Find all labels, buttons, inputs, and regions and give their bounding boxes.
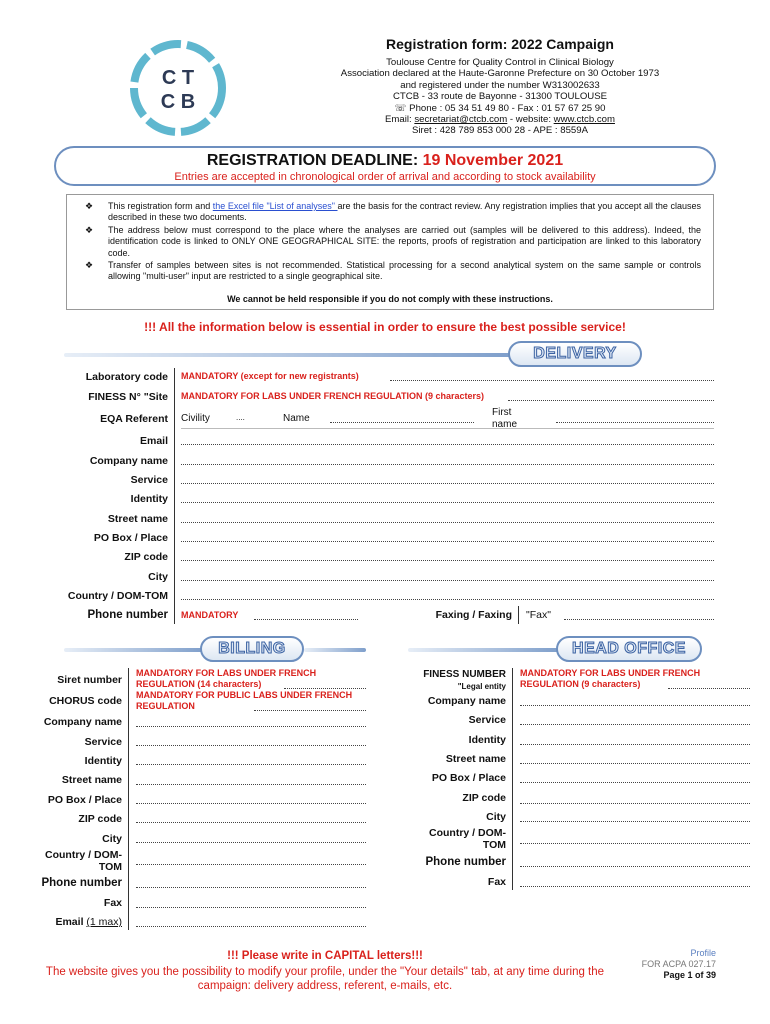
civility-label: Civility: [181, 413, 210, 424]
phone-label: Phone number: [87, 609, 168, 621]
website-profile-notice: The website gives you the possibility to modify your profile, under the "Your details" tab, at any time during the campaign: delivery address, referent, e-mails, etc.: [45, 966, 605, 992]
billing-identity-label: Identity: [84, 755, 122, 767]
ho-finess-label: FINESS NUMBER: [423, 669, 506, 680]
eqa-row-rule: [181, 428, 714, 429]
email-label: Email: [139, 435, 168, 447]
ho-finess-field[interactable]: [668, 688, 750, 689]
eqa-referent-label: EQA Referent: [100, 413, 168, 425]
fax-field[interactable]: [564, 619, 714, 620]
billing-company-field[interactable]: [136, 726, 366, 727]
header-line: CTCB - 33 route de Bayonne - 31300 TOULOUSE: [392, 91, 608, 103]
rule-item: [81, 201, 701, 224]
street-name-field[interactable]: [181, 522, 714, 523]
essential-notice: !!! All the information below is essential in order to ensure the best possible service!: [144, 320, 626, 334]
first-name-field[interactable]: [556, 422, 714, 423]
finess-field[interactable]: [508, 400, 714, 401]
bullet-icon: ❖: [85, 260, 94, 271]
rules-box: [66, 194, 714, 310]
deadline-label: REGISTRATION DEADLINE: [206, 152, 413, 169]
chorus-note: MANDATORY FOR PUBLIC LABS UNDER FRENCH REGULATION: [136, 690, 353, 711]
rule-item: [81, 260, 701, 283]
fax-divider: [518, 606, 519, 624]
billing-phone-label: Phone number: [41, 877, 122, 889]
ho-phone-label: Phone number: [425, 856, 506, 868]
country-field[interactable]: [181, 599, 714, 600]
billing-email-max: (1 max): [86, 916, 122, 928]
company-name-field[interactable]: [181, 464, 714, 465]
website-prefix: - website:: [507, 114, 554, 126]
billing-city-field[interactable]: [136, 842, 366, 843]
header-siret: Siret : 428 789 853 000 28 - APE : 8559A: [411, 125, 588, 137]
fax-label: Faxing / Faxing: [435, 609, 512, 621]
billing-zip-field[interactable]: [136, 822, 366, 823]
siret-label: Siret number: [57, 674, 122, 686]
capital-letters-notice: !!! Please write in CAPITAL letters!!!: [227, 950, 423, 962]
billing-pobox-label: PO Box / Place: [47, 794, 122, 806]
zip-code-field[interactable]: [181, 560, 714, 561]
po-box-field[interactable]: [181, 541, 714, 542]
billing-fax-label: Fax: [103, 897, 122, 909]
billing-divider: [128, 668, 129, 930]
city-label: City: [148, 571, 168, 583]
ho-country-label: Country / DOM-TOM: [429, 827, 506, 851]
civility-field[interactable]: ....: [236, 413, 245, 422]
siret-note: MANDATORY FOR LABS UNDER FRENCH REGULATION (14 characters): [136, 668, 317, 689]
billing-fax-field[interactable]: [136, 907, 366, 908]
country-label: Country / DOM-TOM: [67, 590, 168, 602]
ho-street-label: Street name: [445, 753, 506, 765]
service-label: Service: [130, 474, 168, 486]
bullet-icon: ❖: [85, 201, 94, 211]
email-link[interactable]: secretariat@ctcb.com: [414, 114, 508, 126]
po-box-label: PO Box / Place: [93, 532, 168, 544]
ho-company-field[interactable]: [520, 705, 750, 706]
logo-line1: C T: [161, 67, 195, 89]
profile-label: Profile: [690, 948, 716, 958]
billing-email-label: [20, 916, 122, 928]
delivery-banner-line: [64, 353, 510, 357]
rule-text: This registration form and: [108, 201, 213, 211]
email-field[interactable]: [181, 444, 714, 445]
ho-phone-field[interactable]: [520, 866, 750, 867]
company-name-label: Company name: [89, 455, 168, 467]
billing-country-field[interactable]: [136, 864, 366, 865]
city-field[interactable]: [181, 580, 714, 581]
billing-banner-line-left: [64, 648, 204, 652]
service-field[interactable]: [181, 483, 714, 484]
ho-finess-sub: "Legal entity: [457, 682, 506, 691]
identity-label: Identity: [130, 493, 168, 505]
ho-service-label: Service: [468, 714, 506, 726]
ho-identity-label: Identity: [468, 734, 506, 746]
chorus-label: CHORUS code: [49, 695, 122, 707]
billing-city-label: City: [102, 833, 122, 845]
billing-identity-field[interactable]: [136, 764, 366, 765]
billing-street-label: Street name: [61, 774, 122, 786]
chorus-field[interactable]: [254, 710, 366, 711]
finess-label: FINESS N° "Site: [88, 391, 168, 403]
ho-company-label: Company name: [427, 695, 506, 707]
street-name-label: Street name: [107, 513, 168, 525]
email-prefix: Email:: [385, 114, 415, 126]
header-phone: ☏ Phone : 05 34 51 49 80 - Fax : 01 57 67 25 90: [394, 102, 606, 114]
finess-note: MANDATORY FOR LABS UNDER FRENCH REGULATION (9 characters): [181, 391, 485, 401]
deadline-box: [54, 146, 716, 186]
form-reference: FOR ACPA 027.17: [641, 959, 716, 969]
rule-text: Transfer of samples between sites is not recommended. Statistical processing for a second analytical system on the same sample or controls allowing "multi-user" input are restricted to a single geographical site.: [108, 260, 701, 282]
billing-zip-label: ZIP code: [78, 813, 122, 825]
billing-email-field[interactable]: [136, 926, 366, 927]
list-of-analyses-link[interactable]: the Excel file "List of analyses": [212, 201, 338, 211]
billing-banner-line-right: [304, 648, 366, 652]
ctcb-logo-ring: [128, 38, 228, 138]
ho-country-field[interactable]: [520, 843, 750, 844]
form-title: Registration form: 2022 Campaign: [386, 36, 614, 52]
header-info: [300, 57, 700, 137]
billing-pobox-field[interactable]: [136, 803, 366, 804]
name-label: Name: [283, 413, 310, 424]
ho-street-field[interactable]: [520, 763, 750, 764]
ho-finess-note: MANDATORY FOR LABS UNDER FRENCH REGULATION (9 characters): [520, 668, 701, 689]
head-office-banner-line: [408, 648, 558, 652]
siret-field[interactable]: [284, 688, 366, 689]
lab-code-field[interactable]: [390, 380, 714, 381]
header-contact: [300, 114, 700, 125]
rules-list: [81, 201, 701, 284]
rule-text: The address below must correspond to the place where the analyses are carried out (samples will be delivered to this address). Indeed, the identification code is linked to ONLY ONE GEOGRAPHICAL SITE: the reports, proofs of registration and participation are linked to this laboratory code.: [108, 224, 701, 258]
ho-city-field[interactable]: [520, 821, 750, 822]
ctcb-logo: [128, 38, 228, 138]
rule-item: [81, 225, 701, 259]
lab-code-label: Laboratory code: [85, 371, 168, 383]
deadline-subtitle: Entries are accepted in chronological order of arrival and according to stock availability: [174, 171, 596, 183]
logo-line2: C B: [160, 91, 196, 113]
lab-code-note: MANDATORY (except for new registrants): [181, 371, 359, 381]
website-link[interactable]: www.ctcb.com: [553, 114, 615, 126]
head-office-banner: HEAD OFFICE: [556, 636, 702, 662]
zip-code-label: ZIP code: [124, 551, 168, 563]
phone-field[interactable]: [254, 619, 358, 620]
delivery-divider: [174, 368, 175, 624]
delivery-banner: DELIVERY: [508, 341, 642, 367]
ho-pobox-label: PO Box / Place: [431, 772, 506, 784]
billing-company-label: Company name: [43, 716, 122, 728]
ho-zip-field[interactable]: [520, 803, 750, 804]
billing-email-label-text: Email: [55, 916, 84, 928]
header-line: Toulouse Centre for Quality Control in Clinical Biology: [386, 57, 614, 68]
ho-zip-label: ZIP code: [462, 792, 506, 804]
billing-street-field[interactable]: [136, 784, 366, 785]
ho-fax-label: Fax: [487, 876, 506, 888]
billing-service-field[interactable]: [136, 745, 366, 746]
deadline-date: 19 November 2021: [422, 152, 564, 169]
deadline-title: [56, 152, 714, 170]
first-name-label: First name: [492, 407, 518, 430]
header-line: Association declared at the Haute-Garonne Prefecture on 30 October 1973: [340, 68, 660, 80]
header-line: and registered under the number W313002633: [400, 79, 600, 91]
ho-city-label: City: [486, 811, 506, 823]
ho-identity-field[interactable]: [520, 744, 750, 745]
name-field[interactable]: [330, 422, 474, 423]
ho-fax-field[interactable]: [520, 886, 750, 887]
billing-service-label: Service: [84, 736, 122, 748]
phone-note: MANDATORY: [181, 610, 239, 620]
bullet-icon: ❖: [85, 224, 94, 235]
head-office-divider: [512, 668, 513, 890]
billing-country-label: Country / DOM-TOM: [45, 849, 122, 873]
identity-field[interactable]: [181, 502, 714, 503]
fax-value: "Fax": [526, 609, 551, 621]
billing-phone-field[interactable]: [136, 887, 366, 888]
ho-pobox-field[interactable]: [520, 782, 750, 783]
rules-note: We cannot be held responsible if you do not comply with these instructions.: [227, 294, 553, 304]
billing-banner: BILLING: [200, 636, 304, 662]
deadline-colon: :: [412, 152, 423, 169]
ho-service-field[interactable]: [520, 724, 750, 725]
rule-text: are the basis for the contract review. Any registration implies that you accept all the clauses described in these two documents.: [108, 201, 702, 223]
page-number: Page 1 of 39: [663, 970, 716, 980]
